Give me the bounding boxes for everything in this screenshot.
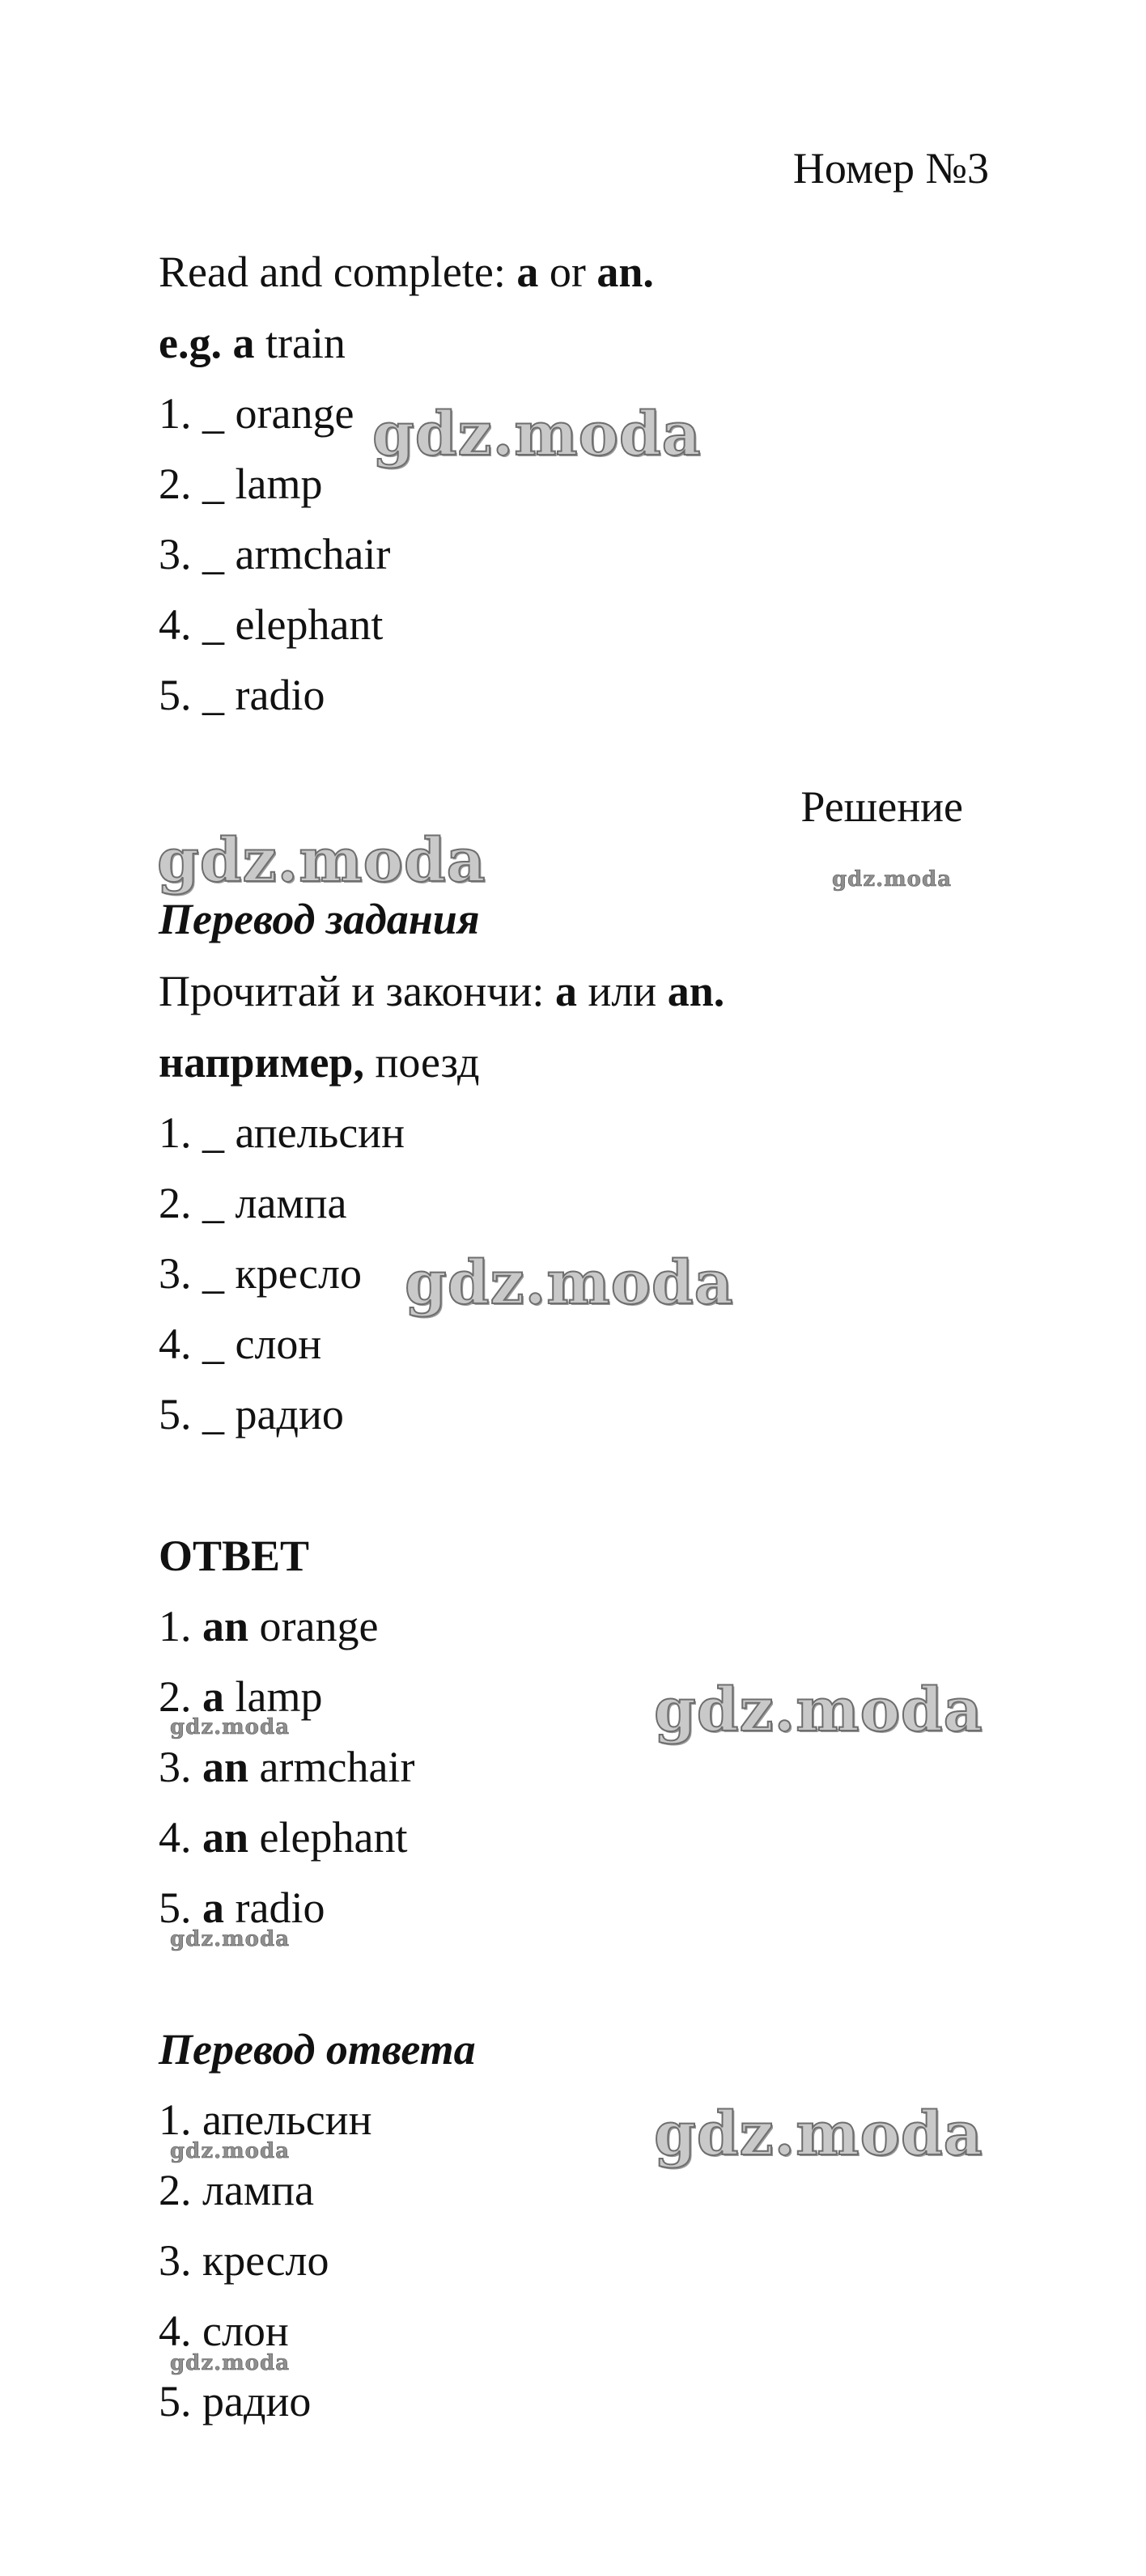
instruction-an: an.	[667, 967, 725, 1015]
watermark-small: gdz.moda	[832, 867, 953, 892]
task-translation-instruction	[159, 965, 724, 1017]
item-number: 5.	[159, 1390, 192, 1438]
watermark: gdz.moda	[654, 2099, 983, 2169]
instruction-or: or	[549, 248, 586, 296]
answer-translation-item	[159, 2235, 329, 2286]
item-word: апельсин	[235, 1108, 405, 1157]
answer-translation-item	[159, 2094, 371, 2146]
item-number: 3.	[159, 2236, 192, 2285]
answer-item	[159, 1811, 407, 1863]
item-number: 5.	[159, 671, 192, 719]
item-word: armchair	[259, 1743, 415, 1791]
item-article: a	[202, 1883, 224, 1932]
item-article: an	[202, 1602, 249, 1650]
item-word: лампа	[202, 2166, 314, 2214]
task-translation-item	[159, 1388, 344, 1440]
item-blank: _	[202, 600, 224, 649]
watermark: gdz.moda	[372, 400, 702, 469]
item-word: кресло	[235, 1249, 362, 1298]
watermark: gdz.moda	[405, 1248, 734, 1318]
item-number: 3.	[159, 1743, 192, 1791]
item-word: апельсин	[202, 2095, 372, 2144]
watermark-small: gdz.moda	[170, 2351, 291, 2375]
item-word: radio	[235, 1883, 325, 1932]
item-word: кресло	[202, 2236, 329, 2285]
task-item	[159, 599, 383, 650]
item-word: lamp	[235, 460, 323, 508]
item-word: лампа	[235, 1179, 347, 1227]
item-number: 3.	[159, 1249, 192, 1298]
item-blank: _	[202, 1249, 224, 1298]
answer-translation-heading: Перевод ответа	[159, 2025, 476, 2074]
watermark: gdz.moda	[654, 1676, 983, 1745]
answer-heading: ОТВЕТ	[159, 1532, 310, 1580]
item-number: 5.	[159, 2377, 192, 2426]
task-translation-item	[159, 1248, 362, 1299]
item-word: orange	[259, 1602, 379, 1650]
item-blank: _	[202, 671, 224, 719]
item-article: an	[202, 1813, 249, 1862]
item-number: 1.	[159, 1108, 192, 1157]
task-instruction	[159, 246, 654, 298]
task-example	[159, 317, 346, 369]
item-number: 2.	[159, 2166, 192, 2214]
item-blank: _	[202, 1108, 224, 1157]
example-word: train	[265, 319, 346, 367]
item-word: lamp	[235, 1672, 323, 1721]
example-prefix: e.g.	[159, 319, 222, 367]
answer-item	[159, 1882, 325, 1934]
instruction-or: или	[588, 967, 657, 1015]
example-prefix: например,	[159, 1038, 364, 1087]
item-blank: _	[202, 460, 224, 508]
item-number: 5.	[159, 1883, 192, 1932]
item-word: слон	[202, 2307, 289, 2355]
task-translation-item	[159, 1177, 346, 1229]
item-number: 1.	[159, 389, 192, 438]
item-article: an	[202, 1743, 249, 1791]
exercise-number: Номер №3	[792, 144, 989, 193]
instruction-an: an.	[596, 248, 654, 296]
task-item	[159, 458, 322, 510]
item-word: radio	[235, 671, 325, 719]
task-item	[159, 388, 354, 439]
answer-translation-item	[159, 2375, 311, 2427]
watermark-small: gdz.moda	[170, 2139, 291, 2163]
task-translation-heading: Перевод задания	[159, 895, 480, 943]
instruction-text: Read and complete:	[159, 248, 506, 296]
item-number: 2.	[159, 460, 192, 508]
answer-translation-item	[159, 2305, 289, 2357]
item-word: радио	[202, 2377, 312, 2426]
watermark: gdz.moda	[157, 826, 486, 896]
watermark-small: gdz.moda	[170, 1715, 291, 1739]
task-item	[159, 669, 325, 721]
task-item	[159, 528, 390, 580]
task-translation-item	[159, 1318, 321, 1370]
item-blank: _	[202, 1390, 224, 1438]
item-article: a	[202, 1672, 224, 1721]
answer-item	[159, 1600, 378, 1652]
example-article: a	[232, 319, 255, 367]
item-word: elephant	[235, 600, 384, 649]
item-number: 3.	[159, 530, 192, 578]
item-word: elephant	[259, 1813, 408, 1862]
answer-item	[159, 1741, 414, 1793]
instruction-a: a	[554, 967, 577, 1015]
item-blank: _	[202, 1320, 224, 1368]
item-word: armchair	[235, 530, 391, 578]
watermark-small: gdz.moda	[170, 1927, 291, 1951]
instruction-text: Прочитай и закончи:	[159, 967, 545, 1015]
task-translation-item	[159, 1107, 405, 1159]
instruction-a: a	[516, 248, 539, 296]
answer-translation-item	[159, 2164, 314, 2216]
item-number: 4.	[159, 1813, 192, 1862]
item-number: 2.	[159, 1672, 192, 1721]
item-number: 1.	[159, 1602, 192, 1650]
solution-label: Решение	[800, 782, 963, 831]
task-translation-example	[159, 1036, 479, 1088]
item-word: радио	[235, 1390, 344, 1438]
item-number: 1.	[159, 2095, 192, 2144]
item-number: 4.	[159, 600, 192, 649]
item-blank: _	[202, 1179, 224, 1227]
item-number: 4.	[159, 2307, 192, 2355]
item-number: 2.	[159, 1179, 192, 1227]
item-word: orange	[235, 389, 354, 438]
item-number: 4.	[159, 1320, 192, 1368]
item-word: слон	[235, 1320, 322, 1368]
example-word: поезд	[375, 1038, 480, 1087]
item-blank: _	[202, 389, 224, 438]
item-blank: _	[202, 530, 224, 578]
